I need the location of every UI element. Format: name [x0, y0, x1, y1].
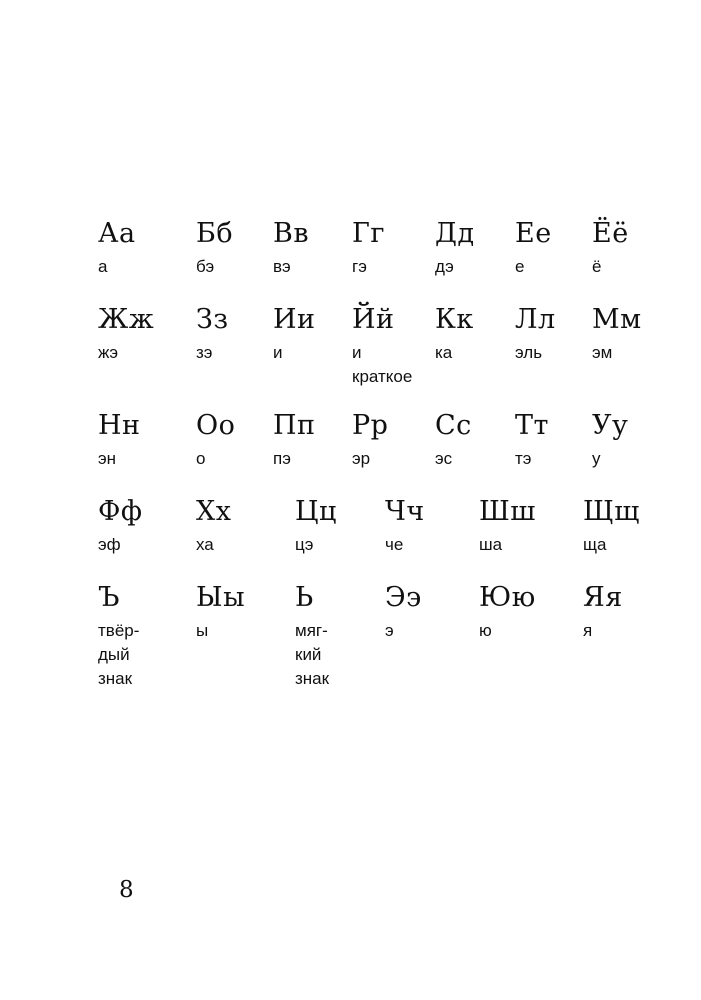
letter: Рр — [352, 410, 389, 441]
letter: Тт — [515, 410, 549, 441]
letter-name: мяг- кий знак — [295, 621, 330, 688]
letter-cell — [98, 412, 141, 471]
letter-cell — [98, 306, 154, 365]
letter-cell — [435, 412, 472, 471]
letter: Цц — [295, 496, 337, 527]
letter-cell — [435, 220, 475, 279]
letter-cell — [196, 220, 233, 279]
letter-cell — [295, 498, 337, 557]
letter-name: и краткое — [352, 343, 413, 386]
letter: Юю — [479, 582, 536, 613]
letter-cell — [479, 584, 536, 643]
letter-name: гэ — [352, 257, 367, 276]
letter-cell — [98, 220, 136, 279]
letter-name: вэ — [273, 257, 291, 276]
letter: Ээ — [385, 582, 422, 613]
letter-cell — [515, 412, 549, 471]
letter-name: зэ — [196, 343, 213, 362]
letter: Бб — [196, 218, 234, 249]
letter-cell — [592, 306, 642, 365]
letter-name: ша — [479, 535, 503, 554]
letter: Щщ — [583, 496, 640, 527]
letter-name: дэ — [435, 257, 454, 276]
letter-name: ка — [435, 343, 453, 362]
letter: Вв — [273, 218, 310, 249]
letter-cell — [352, 412, 388, 471]
letter-name: эр — [352, 449, 371, 468]
page-number: 8 — [119, 877, 134, 903]
letter-name: и — [273, 343, 283, 362]
letter-cell — [273, 412, 316, 471]
letter-name: тэ — [515, 449, 532, 468]
letter-name: бэ — [196, 257, 215, 276]
letter-name: ю — [479, 621, 492, 640]
letter-cell — [98, 498, 143, 557]
letter-name: цэ — [295, 535, 314, 554]
letter-cell — [273, 220, 309, 279]
letter: Фф — [98, 496, 143, 527]
letter-cell — [592, 220, 629, 279]
letter-cell — [385, 584, 422, 643]
letter-name: я — [583, 621, 593, 640]
letter-name: эс — [435, 449, 453, 468]
letter: Ъ — [98, 582, 120, 613]
letter-name: е — [515, 257, 525, 276]
letter: Пп — [273, 410, 316, 441]
letter-name: о — [196, 449, 206, 468]
letter-name: эм — [592, 343, 613, 362]
letter-name: э — [385, 621, 394, 640]
letter-name: эф — [98, 535, 121, 554]
letter: Ее — [515, 218, 552, 249]
letter: Нн — [98, 410, 141, 441]
letter-name: жэ — [98, 343, 119, 362]
letter: Ь — [295, 582, 314, 613]
letter-name: твёр- дый знак — [98, 621, 140, 688]
letter: Шш — [479, 496, 536, 527]
letter: Аа — [98, 218, 136, 249]
letter: Ёё — [592, 218, 629, 249]
letter-name: эн — [98, 449, 117, 468]
letter: Оо — [196, 410, 236, 441]
letter-cell — [435, 306, 474, 365]
letter-name: ща — [583, 535, 607, 554]
letter-name: эль — [515, 343, 543, 362]
letter-cell — [196, 306, 229, 365]
letter: Йй — [352, 304, 395, 335]
letter-name: че — [385, 535, 404, 554]
letter-cell — [515, 220, 552, 279]
letter-cell — [385, 498, 425, 557]
letter-cell — [196, 412, 235, 471]
letter-cell — [98, 584, 139, 691]
letter-cell — [583, 584, 623, 643]
letter: Чч — [385, 496, 425, 527]
letter-name: а — [98, 257, 108, 276]
letter: Лл — [515, 304, 556, 335]
letter-cell — [515, 306, 556, 365]
letter: Дд — [435, 218, 475, 249]
letter-cell — [196, 498, 231, 557]
letter: Уу — [592, 410, 629, 441]
letter: Ии — [273, 304, 316, 335]
letter-cell — [352, 220, 385, 279]
letter: Мм — [592, 304, 642, 335]
letter: Ыы — [196, 582, 246, 613]
letter-name: ё — [592, 257, 602, 276]
letter-cell — [196, 584, 245, 643]
letter-cell — [295, 584, 329, 691]
letter: Зз — [196, 304, 229, 335]
letter: Яя — [583, 582, 623, 613]
letter-cell — [273, 306, 316, 365]
letter: Хх — [196, 496, 232, 527]
letter-name: пэ — [273, 449, 291, 468]
letter-cell — [583, 498, 640, 557]
letter: Сс — [435, 410, 472, 441]
letter: Гг — [352, 218, 386, 249]
letter-name: ы — [196, 621, 209, 640]
letter-name: у — [592, 449, 601, 468]
letter-cell — [352, 306, 412, 389]
letter-cell — [479, 498, 536, 557]
letter: Жж — [98, 304, 155, 335]
letter: Кк — [435, 304, 474, 335]
letter-name: ха — [196, 535, 214, 554]
letter-cell — [592, 412, 628, 471]
